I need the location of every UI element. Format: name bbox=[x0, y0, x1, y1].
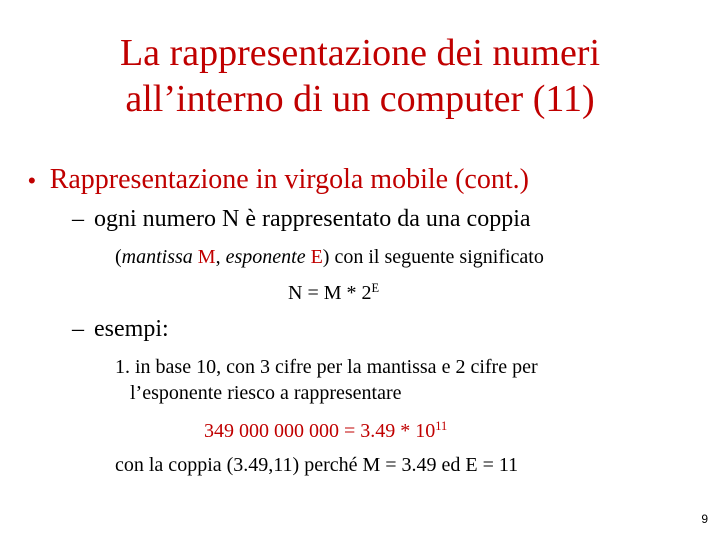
title-line-1: La rappresentazione dei numeri bbox=[119, 32, 601, 74]
comma: , bbox=[215, 246, 221, 268]
esponente-symbol: E bbox=[310, 246, 323, 268]
example-value bbox=[204, 420, 447, 443]
title-line-2: all’interno di un computer (11) bbox=[125, 78, 595, 120]
sub-bullet-2 bbox=[72, 316, 169, 343]
example-line-1: 1. in base 10, con 3 cifre per la mantissa e 2 cifre per bbox=[115, 356, 538, 378]
sub-bullet-2-text: esempi: bbox=[94, 316, 169, 342]
mantissa-word: mantissa bbox=[121, 246, 193, 268]
esponente-word: esponente bbox=[225, 246, 306, 268]
formula bbox=[288, 282, 379, 305]
formula-exponent: E bbox=[371, 281, 380, 296]
slide-title bbox=[0, 30, 720, 122]
dash-marker: – bbox=[72, 206, 84, 232]
sub-bullet-1 bbox=[72, 206, 531, 233]
paren-open: ( bbox=[115, 246, 122, 268]
formula-base: N = M * 2 bbox=[288, 282, 372, 304]
page-number: 9 bbox=[701, 512, 708, 526]
bullet-1 bbox=[28, 164, 529, 196]
dash-marker: – bbox=[72, 316, 84, 342]
detail-rest: ) con il seguente significato bbox=[322, 246, 544, 268]
sub-bullet-1-text: ogni numero N è rappresentato da una coppia bbox=[94, 206, 531, 232]
bullet-marker: • bbox=[28, 168, 36, 193]
detail-line bbox=[115, 246, 544, 269]
example-value-base: 349 000 000 000 = 3.49 * 10 bbox=[204, 420, 436, 442]
mantissa-symbol: M bbox=[197, 246, 216, 268]
bullet-1-text: Rappresentazione in virgola mobile (cont.) bbox=[49, 164, 529, 195]
example-line-4: con la coppia (3.49,11) perché M = 3.49 ed E = 11 bbox=[115, 454, 519, 476]
example-value-exponent: 11 bbox=[435, 419, 448, 434]
example-line-2: l’esponente riesco a rappresentare bbox=[130, 382, 402, 404]
